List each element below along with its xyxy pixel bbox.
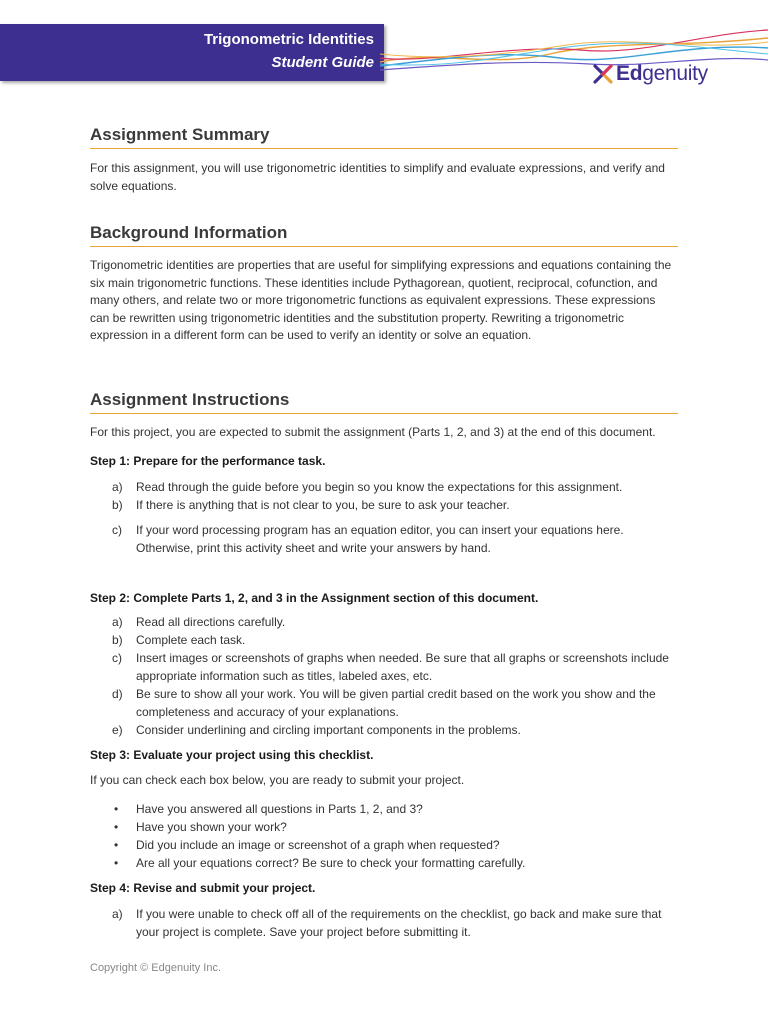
list-item: c) Insert images or screenshots of graphs when needed. Be sure that all graphs or screenshots include appropriate information such as titles, labeled axes, etc. xyxy=(112,651,669,683)
step3-title: Step 3: Evaluate your project using this checklist. xyxy=(90,748,374,762)
list-item: b) Complete each task. xyxy=(112,633,246,647)
decorative-waves-graphic xyxy=(380,20,768,80)
checklist-item: • Did you include an image or screenshot of a graph when requested? xyxy=(114,837,500,852)
document-title: Trigonometric Identities xyxy=(203,31,374,48)
step4-title: Step 4: Revise and submit your project. xyxy=(90,880,316,895)
step1-title: Step 1: Prepare for the performance task. xyxy=(90,454,326,468)
step1-list xyxy=(90,478,678,557)
checklist-item: • Have you shown your work? xyxy=(114,819,287,834)
list-item: a) If you were unable to check off all of the requirements on the checklist, go back and make sure that your project is complete. Save your project before submitting it. xyxy=(112,906,662,939)
step2-title: Step 2: Complete Parts 1, 2, and 3 in the Assignment section of this document. xyxy=(90,591,539,605)
instructions-heading: Assignment Instructions xyxy=(90,389,678,414)
edgenuity-logo xyxy=(592,60,708,88)
checklist-item: • Have you answered all questions in Parts 1, 2, and 3? xyxy=(114,801,423,816)
step4-list xyxy=(90,905,678,941)
copyright-footer: Copyright © Edgenuity Inc. xyxy=(90,962,222,974)
background-text: Trigonometric identities are properties that are useful for simplifying expressions and equations containing the six main trigonometric functions. These identities include Pythagorean, quotient, reciprocal, cofunction, and many others, and relate two or more trigonometric functions as equivalent expressions. These expressions can be rewritten using trigonometric identities and the substitution property. Rewriting a trigonometric expression in a different form can be used to verify an identity or solve an equation. xyxy=(90,258,672,342)
step3-intro: If you can check each box below, you are ready to submit your project. xyxy=(90,773,465,787)
list-item: a) Read all directions carefully. xyxy=(112,615,286,629)
summary-heading: Assignment Summary xyxy=(90,124,678,149)
header-band xyxy=(0,24,384,81)
list-item: d) Be sure to show all your work. You will be given partial credit based on the work you show and the completeness and accuracy of your explanations. xyxy=(112,687,656,719)
list-item: a) Read through the guide before you begin so you know the expectations for this assignment. xyxy=(112,480,623,494)
checklist xyxy=(90,800,678,872)
background-heading: Background Information xyxy=(90,222,678,247)
step2-list xyxy=(90,613,678,739)
list-item: b) If there is anything that is not clear to you, be sure to ask your teacher. xyxy=(112,498,510,512)
instructions-intro: For this project, you are expected to submit the assignment (Parts 1, 2, and 3) at the end of this document. xyxy=(90,424,656,439)
list-item: e) Consider underlining and circling important components in the problems. xyxy=(112,723,521,737)
checklist-item: • Are all your equations correct? Be sure to check your formatting carefully. xyxy=(114,855,526,870)
summary-text: For this assignment, you will use trigonometric identities to simplify and evaluate expressions, and verify and solve equations. xyxy=(90,161,665,193)
document-body xyxy=(90,124,678,941)
document-subtitle: Student Guide xyxy=(271,54,374,71)
list-item: c) If your word processing program has an equation editor, you can insert your equations here. Otherwise, print this activity sheet and write your answers by hand. xyxy=(112,523,624,555)
edgenuity-logo-icon xyxy=(592,63,614,85)
logo-wordmark: Edgenuity xyxy=(616,62,708,85)
